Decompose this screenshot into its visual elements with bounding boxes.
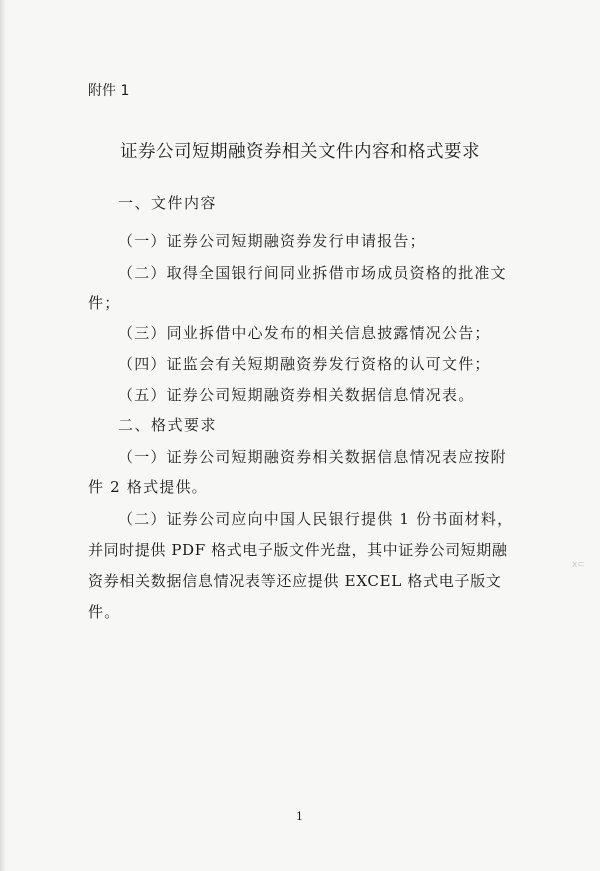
list-item-continuation: 件 2 格式提供。	[88, 478, 208, 496]
list-item: （一）证券公司短期融资券发行申请报告；	[118, 232, 426, 250]
list-item-continuation: 件。	[88, 603, 121, 621]
document-title: 证券公司短期融资券相关文件内容和格式要求	[120, 142, 480, 162]
list-item-continuation: 并同时提供 PDF 格式电子版文件光盘，其中证券公司短期融	[88, 541, 508, 559]
list-item: （四）证监会有关短期融资券发行资格的认可文件；	[118, 355, 491, 373]
list-item: （二）证券公司应向中国人民银行提供 1 份书面材料，	[118, 510, 514, 528]
list-item-continuation: 件；	[88, 294, 121, 312]
attachment-label: 附件 1	[88, 83, 130, 99]
section-heading-content: 一、文件内容	[118, 194, 218, 212]
list-item: （二）取得全国银行间同业拆借市场成员资格的批准文	[118, 264, 507, 282]
list-item: （五）证券公司短期融资券相关数据信息情况表。	[118, 386, 475, 404]
list-item: （一）证券公司短期融资券相关数据信息情况表应按附	[118, 448, 507, 466]
list-item-continuation: 资券相关数据信息情况表等还应提供 EXCEL 格式电子版文	[88, 572, 502, 590]
scan-smudge-mark: ⅹ⊂	[572, 560, 585, 570]
page-number: 1	[296, 810, 303, 823]
section-heading-format: 二、格式要求	[118, 416, 218, 434]
list-item: （三）同业拆借中心发布的相关信息披露情况公告；	[118, 324, 491, 342]
scan-edge-shadow	[0, 0, 6, 871]
